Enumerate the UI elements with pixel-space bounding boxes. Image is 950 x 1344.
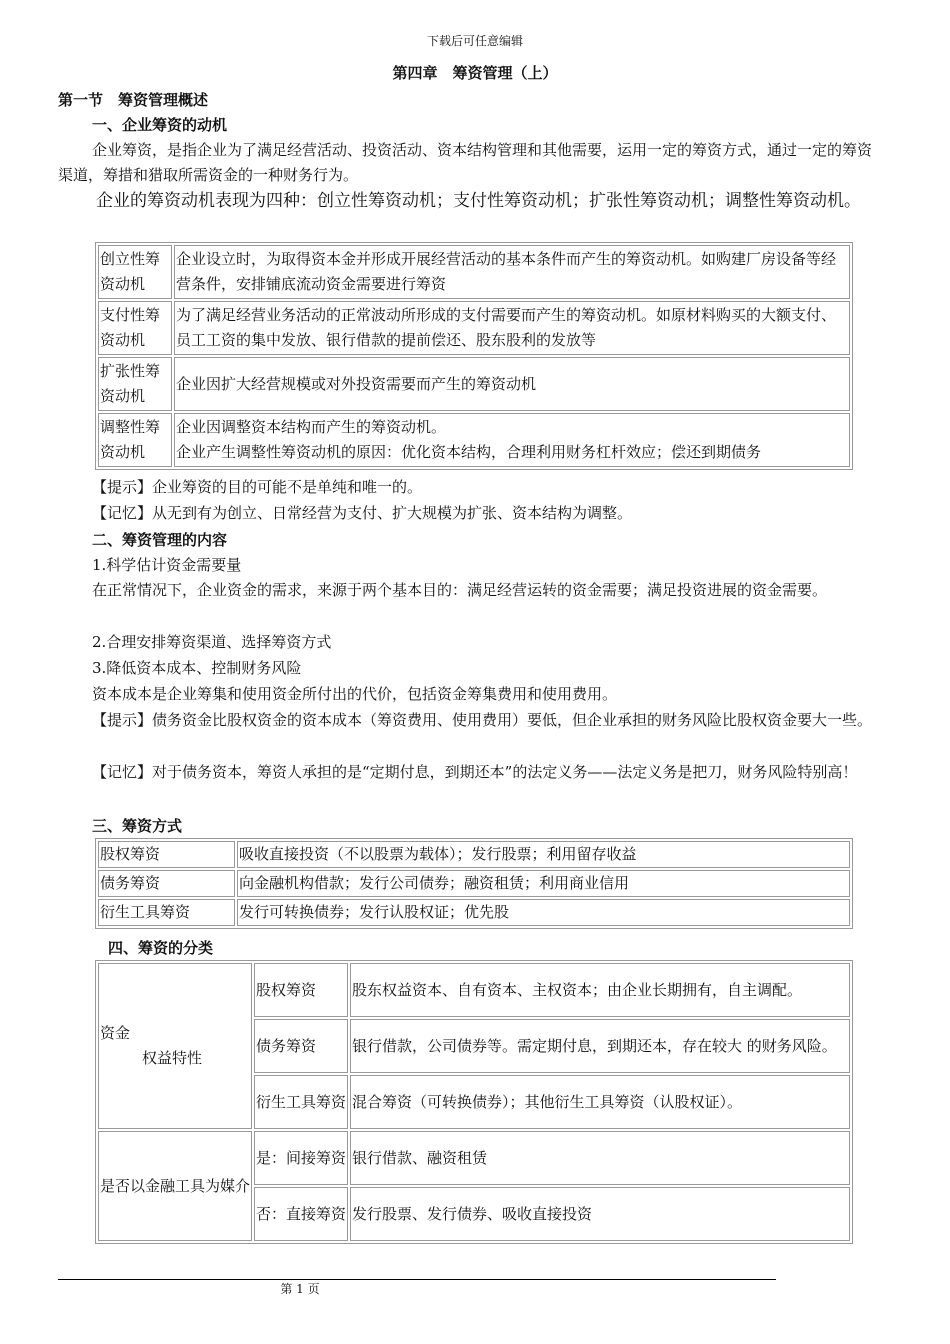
class-desc: 股东权益资本、自有资本、主权资本；由企业长期拥有，自主调配。 <box>350 963 850 1017</box>
motive-table <box>95 242 853 470</box>
class-desc: 发行股票、发行债券、吸收直接投资 <box>350 1187 850 1241</box>
heading-classification: 四、筹资的分类 <box>108 939 214 957</box>
memory-2: 【记忆】对于债务资本，筹资人承担的是“定期付息，到期还本”的法定义务——法定义务是把刀，财务风险特别高！ <box>92 763 858 781</box>
tip-2: 【提示】债务资金比股权资金的资本成本（筹资费用、使用费用）要低，但企业承担的财务风险比股权资金要大一些。 <box>92 711 873 729</box>
content-item-3-text: 资本成本是企业筹集和使用资金所付出的代价，包括资金筹集费用和使用费用。 <box>92 685 618 703</box>
motive-desc-line2: 企业产生调整性筹资动机的原因：优化资本结构，合理利用财务杠杆效应；偿还到期债务 <box>176 443 762 461</box>
page-header: 下载后可任意编辑 <box>426 34 523 48</box>
method-desc: 发行可转换债券；发行认股权证；优先股 <box>237 899 850 926</box>
memory-1: 【记忆】从无到有为创立、日常经营为支付、扩大规模为扩张、资本结构为调整。 <box>92 504 633 522</box>
page-number: 第 1 页 <box>280 1282 320 1296</box>
class-desc: 银行借款、融资租赁 <box>350 1131 850 1185</box>
motive-desc: 为了满足经营业务活动的正常波动所形成的支付需要而产生的筹资动机。如原材料购买的大额支付、员工工资的集中发放、银行借款的提前偿还、股东股利的发放等 <box>174 301 850 355</box>
method-name: 股权筹资 <box>98 841 235 868</box>
class-name: 股权筹资 <box>254 963 348 1017</box>
class-name: 否：直接筹资 <box>254 1187 348 1241</box>
motive-desc: 企业因扩大经营规模或对外投资需要而产生的筹资动机 <box>174 357 850 411</box>
motive-desc: 企业设立时，为取得资本金并形成开展经营活动的基本条件而产生的筹资动机。如购建厂房设备等经营条件，安排铺底流动资金需要进行筹资 <box>174 245 850 299</box>
content-item-2: 2.合理安排筹资渠道、选择筹资方式 <box>92 633 332 651</box>
motive-desc-line1: 企业因调整资本结构而产生的筹资动机。 <box>176 418 447 436</box>
paragraph-definition: 企业筹资，是指企业为了满足经营活动、投资活动、资本结构管理和其他需要，运用一定的筹资方式，通过一定的筹资渠道，筹措和猎取所需资金的一种财务行为。 <box>58 141 873 184</box>
method-desc: 吸收直接投资（不以股票为载体）；发行股票；利用留存收益 <box>237 841 850 868</box>
chapter-title: 第四章 筹资管理（上） <box>392 64 558 82</box>
section-title: 第一节 筹资管理概述 <box>58 91 209 109</box>
paragraph-motives: 企业的筹资动机表现为四种：创立性筹资动机；支付性筹资动机；扩张性筹资动机；调整性筹资动机。 <box>96 191 861 211</box>
class-group-label <box>98 963 252 1129</box>
class-desc: 混合筹资（可转换债券）；其他衍生工具筹资（认股权证）。 <box>350 1075 850 1129</box>
motive-name: 支付性筹资动机 <box>98 301 172 355</box>
motive-name: 扩张性筹资动机 <box>98 357 172 411</box>
heading-methods: 三、筹资方式 <box>92 817 183 835</box>
class-name: 衍生工具筹资 <box>254 1075 348 1129</box>
motive-name: 创立性筹资动机 <box>98 245 172 299</box>
heading-motives: 一、企业筹资的动机 <box>92 116 228 134</box>
class-group-label-line2: 权益特性 <box>142 1049 203 1067</box>
heading-content: 二、筹资管理的内容 <box>92 531 228 549</box>
class-name: 债务筹资 <box>254 1019 348 1073</box>
motive-desc <box>174 413 850 467</box>
class-desc: 银行借款，公司债券等。需定期付息，到期还本，存在较大 的财务风险。 <box>350 1019 850 1073</box>
class-group-label-line1: 资金 <box>100 1024 131 1042</box>
method-name: 债务筹资 <box>98 870 235 897</box>
motive-name: 调整性筹资动机 <box>98 413 172 467</box>
tip-1: 【提示】企业筹资的目的可能不是单纯和唯一的。 <box>92 478 423 496</box>
method-desc: 向金融机构借款；发行公司债券；融资租赁；利用商业信用 <box>237 870 850 897</box>
method-table <box>95 838 853 929</box>
method-name: 衍生工具筹资 <box>98 899 235 926</box>
content-item-1: 1.科学估计资金需要量 <box>92 556 242 574</box>
class-name: 是：间接筹资 <box>254 1131 348 1185</box>
classification-table <box>95 960 853 1244</box>
content-item-3: 3.降低资本成本、控制财务风险 <box>92 659 302 677</box>
class-group-label: 是否以金融工具为媒介 <box>98 1131 252 1241</box>
content-item-1-text: 在正常情况下，企业资金的需求，来源于两个基本目的：满足经营运转的资金需要；满足投资进展的资金需要。 <box>92 581 828 599</box>
